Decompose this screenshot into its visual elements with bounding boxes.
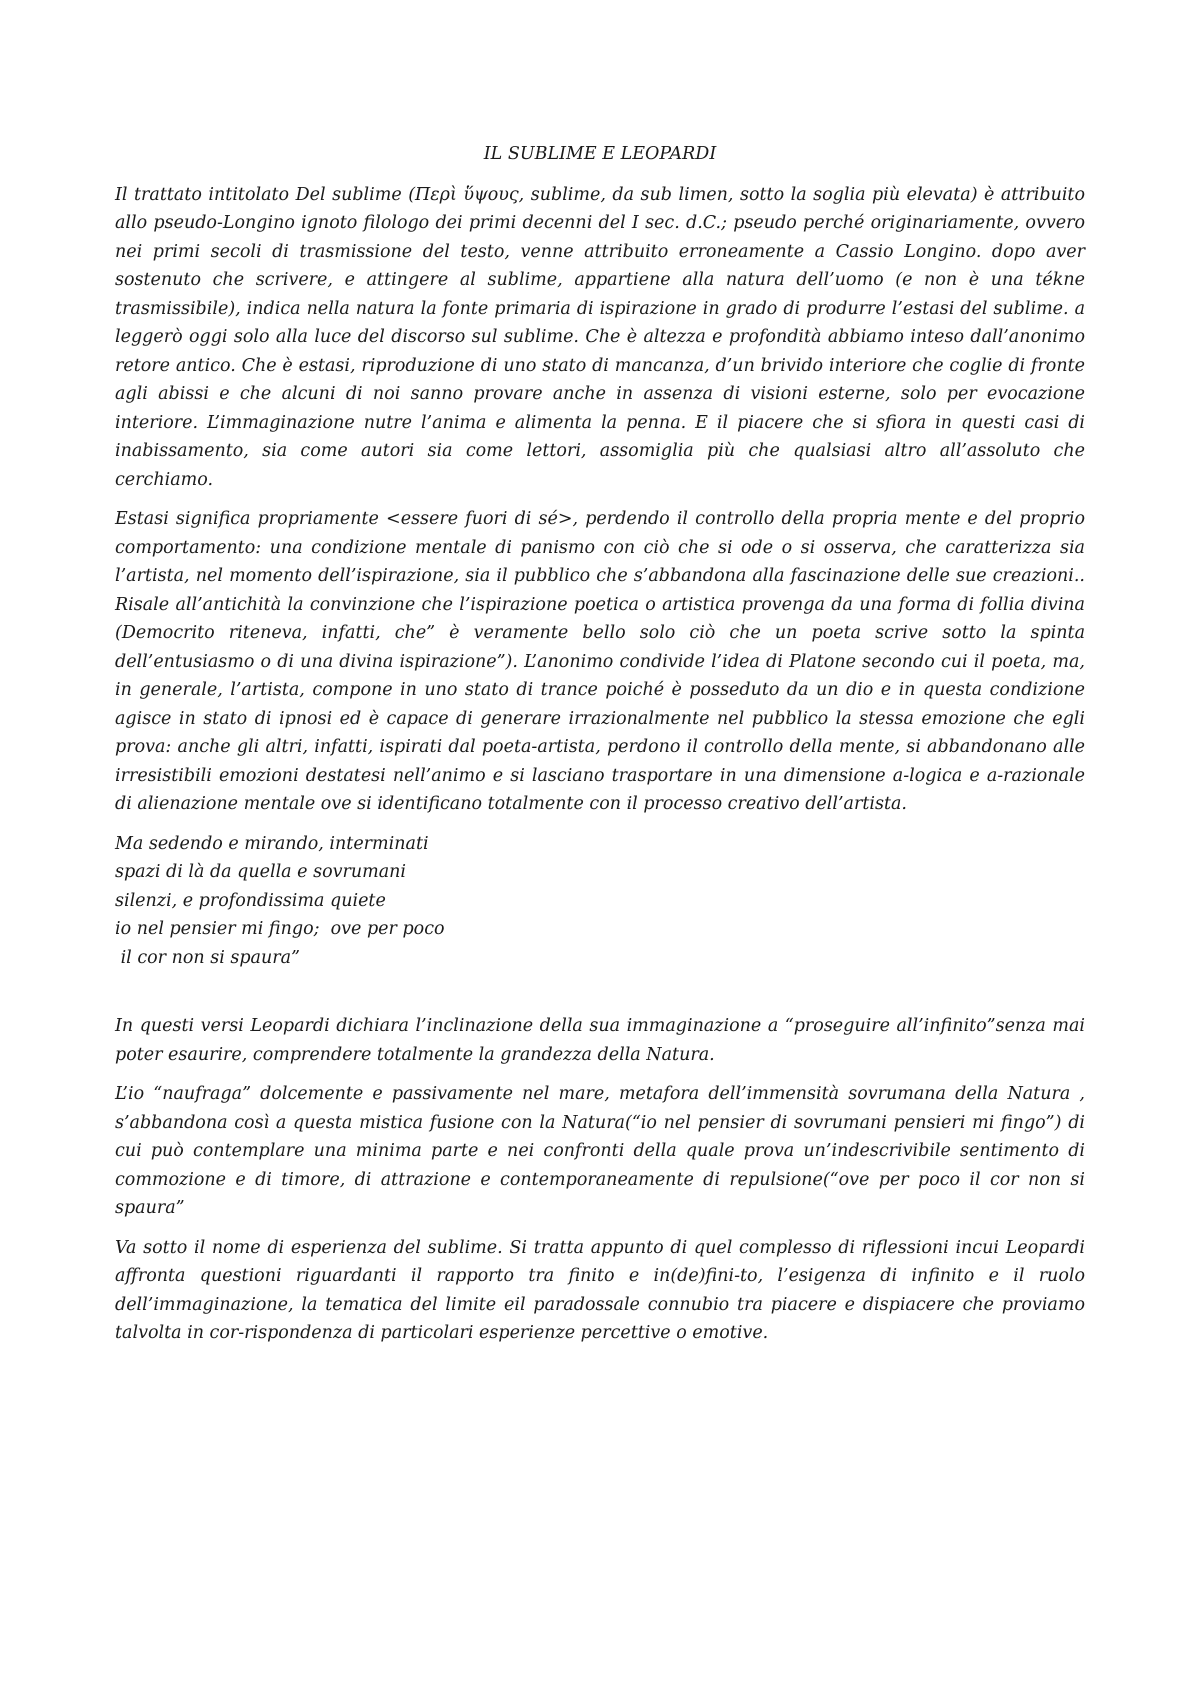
paragraph-versi-leopardi: In questi versi Leopardi dichiara l’inclinazione della sua immaginazione a “proseguire all’infinito”senza mai poter esaurire, comprendere totalmente la grandezza della Natura. <box>115 1016 1085 1065</box>
poem-quote <box>115 830 1085 973</box>
poem-line: Ma sedendo e mirando, interminati <box>115 833 429 854</box>
paragraph-naufraga: L’io “naufraga” dolcemente e passivamente nel mare, metafora dell’immensità sovrumana della Natura , s’abbandona così a questa mistica fusione con la Natura(“io nel pensier di sovrumani pensieri mi fingo”) di cui può contemplare una minima parte e nei confronti della quale prova un’indescrivibile sentimento di commozione e di timore, di attrazione e contemporaneamente di repulsione(“ove per poco il cor non si spaura” <box>115 1084 1085 1218</box>
poem-line: io nel pensier mi fingo; ove per poco <box>115 919 445 939</box>
poem-line: spazi di là da quella e sovrumani <box>115 862 407 882</box>
paragraph-estasi: Estasi significa propriamente <essere fuori di sé>, perdendo il controllo della propria mente e del proprio comportamento: una condizione mentale di panismo con ciò che si ode o si osserva, che caratterizza sia l’artista, nel momento dell’ispirazione, sia il pubblico che s’abbandona alla fascinazione delle sue creazioni.. Risale all’antichità la convinzione che l’ispirazione poetica o artistica provenga da una forma di follia divina (Democrito riteneva, infatti, che” è veramente bello solo ciò che un poeta scrive sotto la spinta dell’entusiasmo o di una divina ispirazione”). L’anonimo condivide l’idea di Platone secondo cui il poeta, ma, in generale, l’artista, compone in uno stato di trance poiché è posseduto da un dio e in questa condizione agisce in stato di ipnosi ed è capace di generare irrazionalmente nel pubblico la stessa emozione che egli prova: anche gli altri, infatti, ispirati dal poeta-artista, perdono il controllo della mente, si abbandonano alle irresistibili emozioni destatesi nell’animo e si lasciano trasportare in una dimensione a-logica e a-razionale di alienazione mentale ove si identificano totalmente con il processo creativo dell’artista. <box>115 509 1085 814</box>
poem-line: silenzi, e profondissima quiete <box>115 890 386 911</box>
document-body <box>115 140 1085 1359</box>
poem-line: il cor non si spaura” <box>115 947 300 968</box>
paragraph-esperienza-sublime: Va sotto il nome di esperienza del sublime. Si tratta appunto di quel complesso di riflessioni incui Leopardi affronta questioni riguardanti il rapporto tra finito e in(de)fini-to, l’esigenza di infinito e il ruolo dell’immaginazione, la tematica del limite eil paradossale connubio tra piacere e dispiacere che proviamo talvolta in cor-rispondenza di particolari esperienze percettive o emotive. <box>115 1237 1085 1343</box>
document-title: IL SUBLIME E LEOPARDI <box>483 144 717 164</box>
paragraph-pseudo-longino: Il trattato intitolato Del sublime (Περὶ ὕψους, sublime, da sub limen, sotto la soglia più elevata) è attribuito allo pseudo-Longino ignoto filologo dei primi decenni del I sec. d.C.; pseudo perché originariamente, ovvero nei primi secoli di trasmissione del testo, venne attribuito erroneamente a Cassio Longino. dopo aver sostenuto che scrivere, e attingere al sublime, appartiene alla natura dell’uomo (e non è una tékne trasmissibile), indica nella natura la fonte primaria di ispirazione in grado di produrre l’estasi del sublime. a leggerò oggi solo alla luce del discorso sul sublime. Che è altezza e profondità abbiamo inteso dall’anonimo retore antico. Che è estasi, riproduzione di uno stato di mancanza, d’un brivido interiore che coglie di fronte agli abissi e che alcuni di noi sanno provare anche in assenza di visioni esterne, solo per evocazione interiore. L’immaginazione nutre l’anima e alimenta la penna. E il piacere che si sfiora in questi casi di inabissamento, sia come autori sia come lettori, assomiglia più che qualsiasi altro all’assoluto che cerchiamo. <box>115 184 1085 490</box>
